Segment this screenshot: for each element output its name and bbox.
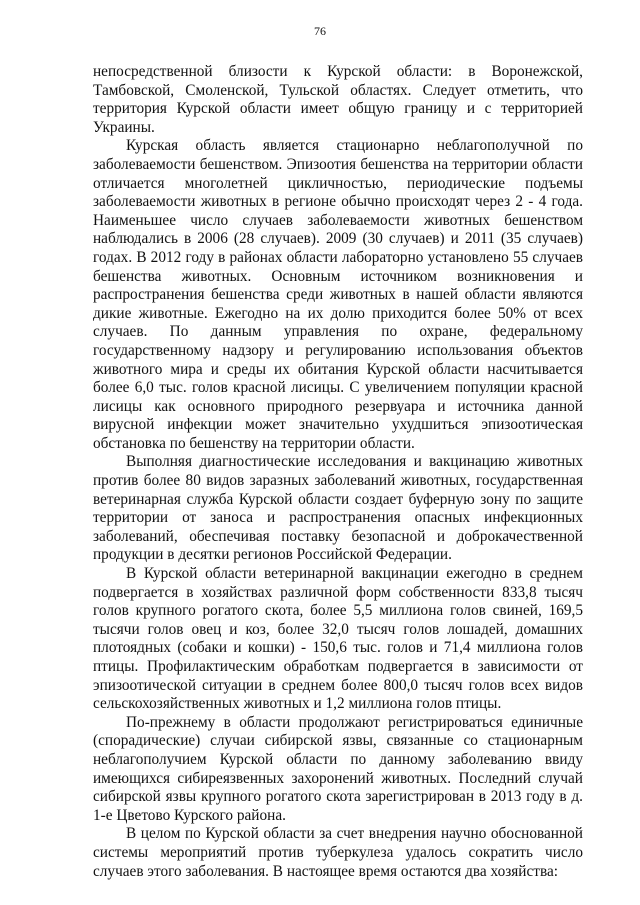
paragraph-6: В целом по Курской области за счет внедрения научно обоснованной системы мероприятий против туберкулеза удалось сократить число случаев этого заболевания. В настоящее время остаются два хозяйства: [93, 825, 583, 880]
document-body [93, 63, 583, 881]
paragraph-3: Выполняя диагностические исследования и вакцинацию животных против более 80 видов заразных заболеваний животных, государственная ветеринарная служба Курской области создает буферную зону по защите территории от заноса и распространения опасных инфекционных заболеваний, обеспечивая поставку безопасной и доброкачественной продукции в десятки регионов Российской Федерации. [93, 453, 583, 564]
paragraph-1: непосредственной близости к Курской области: в Воронежской, Тамбовской, Смоленской, Тульской областях. Следует отметить, что территория Курской области имеет общую границу и с территорией Украины. [93, 63, 583, 136]
paragraph-4: В Курской области ветеринарной вакцинации ежегодно в среднем подвергается в хозяйствах различной форм собственности 833,8 тысяч голов крупного рогатого скота, более 5,5 миллиона голов свиней, 169,5 тысячи голов овец и коз, более 32,0 тысяч голов лошадей, домашних плотоядных (собаки и кошки) - 150,6 тыс. голов и 71,4 миллиона голов птицы. Профилактическим обработкам подвергается в зависимости от эпизоотической ситуации в среднем более 800,0 тысяч голов всех видов сельскохозяйственных животных и 1,2 миллиона голов птицы. [93, 565, 583, 713]
paragraph-5: По-прежнему в области продолжают регистрироваться единичные (спорадические) случаи сибирской язвы, связанные со стационарным неблагополучием Курской области по данному заболеванию ввиду имеющихся сибиреязвенных захоронений животных. Последний случай сибирской язвы крупного рогатого скота зарегистрирован в 2013 году в д. 1-е Цветово Курского района. [93, 713, 583, 824]
page-number: 76 [314, 24, 326, 38]
paragraph-2: Курская область является стационарно неблагополучной по заболеваемости бешенством. Эпизоотия бешенства на территории области отличается многолетней цикличностью, периодические подъемы заболеваемости животных в регионе обычно происходят через 2 - 4 года. Наименьшее число случаев заболеваемости животных бешенством наблюдались в 2006 (28 случаев). 2009 (30 случаев) и 2011 (35 случаев) годах. В 2012 году в районах области лабораторно установлено 55 случаев бешенства животных. Основным источником возникновения и распространения бешенства среди животных в нашей области являются дикие животные. Ежегодно на их долю приходится более 50% от всех случаев. По данным управления по охране, федеральному государственному надзору и регулированию использования объектов животного мира и среды их обитания Курской области насчитывается более 6,0 тыс. голов красной лисицы. С увеличением популяции красной лисицы как основного природного резервуара и источника данной вирусной инфекции может значительно ухудшиться эпизоотическая обстановка по бешенству на территории области. [93, 137, 583, 452]
